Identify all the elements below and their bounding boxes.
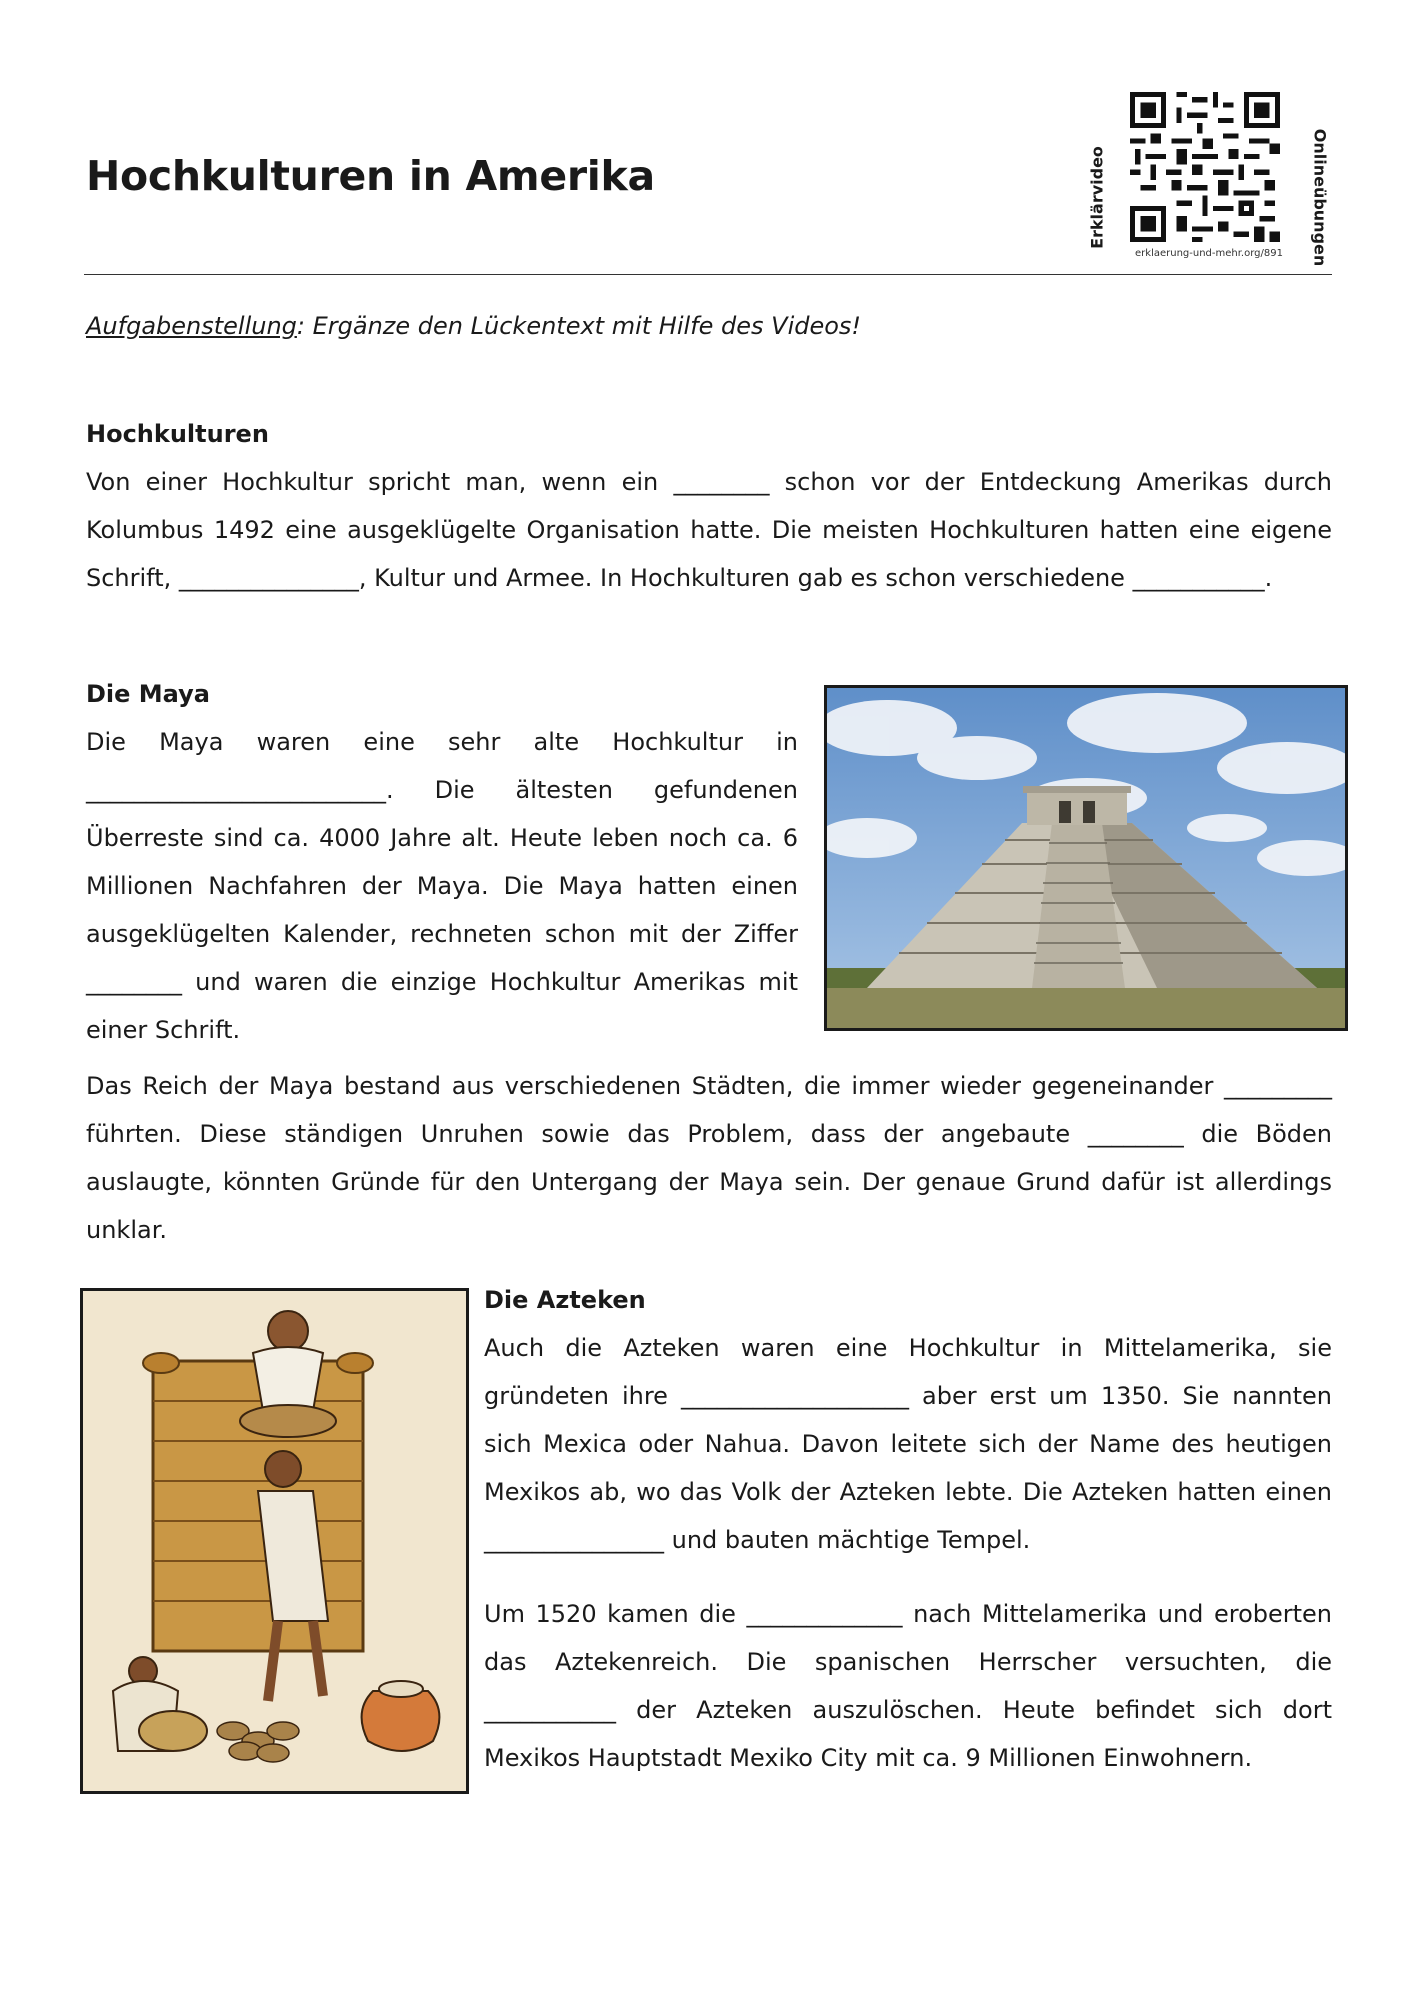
qr-url: erklaerung-und-mehr.org/891 [1135,248,1283,259]
task-instruction [86,312,861,340]
paragraph-hochkulturen: Von einer Hochkultur spricht man, wenn ein ________ schon vor der Entdeckung Amerikas durch Kolumbus 1492 eine ausgeklügelte Organisation hatte. Die meisten Hochkulturen hatten eine eigene Schrift, _______________, Kultur und Armee. In Hochkulturen gab es schon verschiedene ___________. [86,468,1332,592]
paragraph-azteken: Auch die Azteken waren eine Hochkultur in Mittelamerika, sie gründeten ihre ___________________ aber erst um 1350. Sie nannten sich Mexica oder Nahua. Davon leitete sich der Name des heutigen Mexikos ab, wo das Volk der Azteken lebte. Die Azteken hatten einen _______________ und bauten mächtige Tempel. [484,1334,1332,1554]
paragraph-azteken-2: Um 1520 kamen die _____________ nach Mittelamerika und eroberten das Aztekenreich. Die spanischen Herrscher versuchten, die ___________ der Azteken auszulöschen. Heute befindet sich dort Mexikos Hauptstadt Mexiko City mit ca. 9 Millionen Einwohnern. [484,1600,1332,1772]
qr-code-icon[interactable] [1130,92,1280,242]
section-title-azteken: Die Azteken [484,1286,646,1314]
paragraph-maya: Die Maya waren eine sehr alte Hochkultur in _________________________. Die ältesten gefundenen Überreste sind ca. 4000 Jahre alt. Heute leben noch ca. 6 Millionen Nachfahren der Maya. Die Maya hatten einen ausgeklügelten Kalender, rechneten schon mit der Ziffer ________ und waren die einzige Hochkultur Amerikas mit einer Schrift. [86,728,798,1044]
paragraph-maya-2: Das Reich der Maya bestand aus verschiedenen Städten, die immer wieder gegeneinander _________ führten. Diese ständigen Unruhen sowie das Problem, dass der angebaute ________ die Böden auslaugte, könnten Gründe für den Untergang der Maya sein. Der genaue Grund dafür ist allerdings unklar. [86,1072,1332,1244]
qr-block [1080,88,1330,278]
page-title: Hochkulturen in Amerika [86,152,655,200]
section-title-maya: Die Maya [86,680,210,708]
section-title-hochkulturen: Hochkulturen [86,420,269,448]
qr-label-video: Erklärvideo [1087,146,1107,249]
qr-label-exercises: Onlineübungen [1310,128,1330,267]
task-label: Aufgabenstellung [86,312,297,340]
task-text: : Ergänze den Lückentext mit Hilfe des Videos! [296,312,862,340]
header-divider [84,274,1332,275]
pyramid-photo [824,685,1348,1031]
aztec-codex-illustration [80,1288,469,1794]
